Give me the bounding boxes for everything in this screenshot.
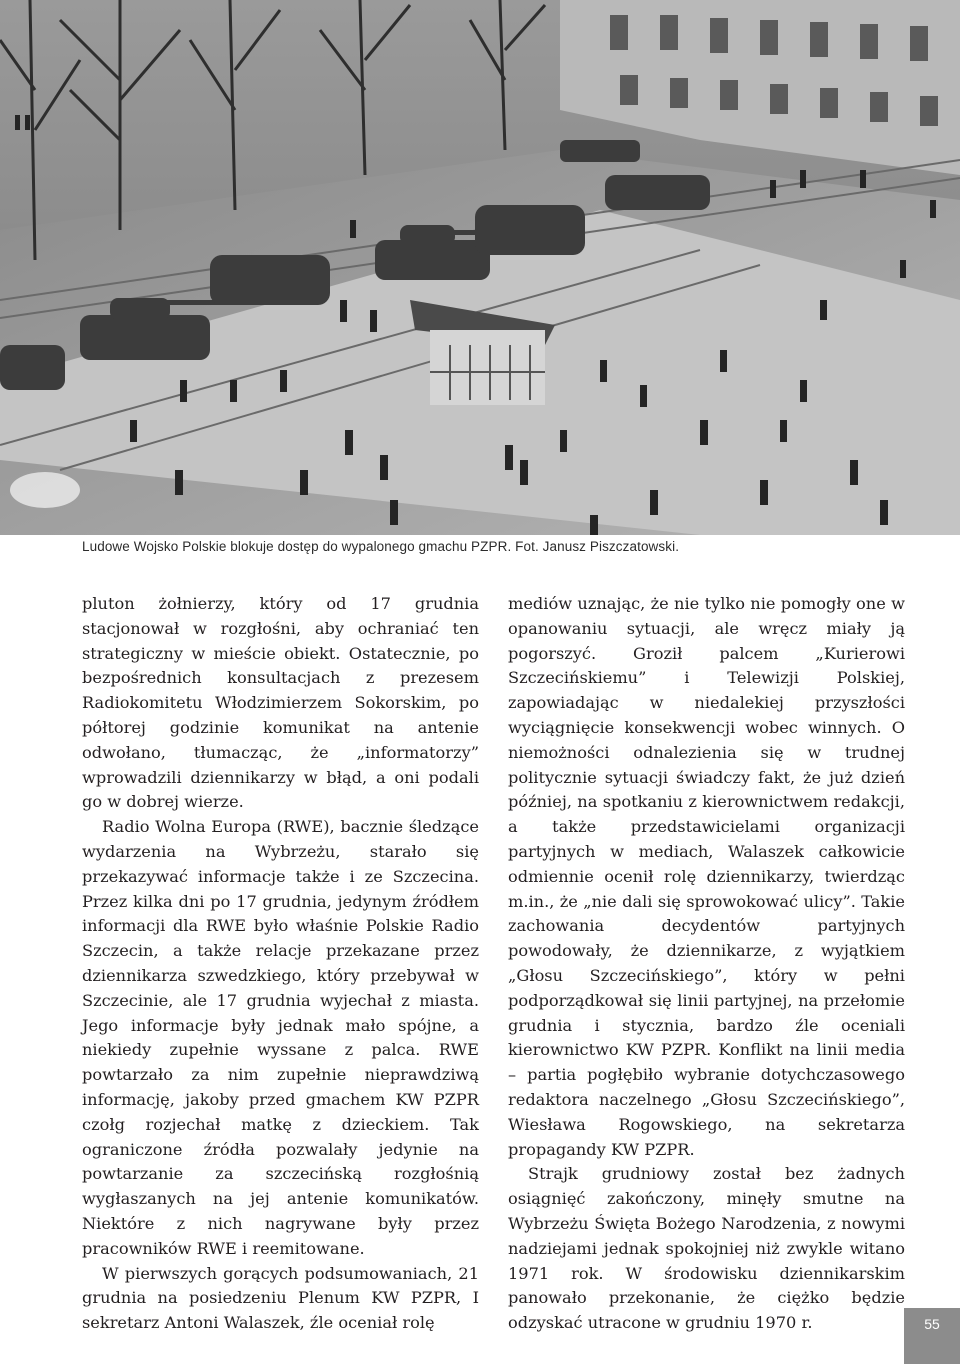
paragraph: W pierwszych gorących podsumowaniach, 21 grudnia na posiedzeniu Plenum KW PZPR, I sekretarz Antoni Walaszek, źle oceniał rolę <box>82 1263 479 1333</box>
paragraph: Strajk grudniowy został bez żadnych osiągnięć zakończony, minęły smutne na Wybrzeżu Święta Bożego Narodzenia, z nowymi nadziejami jednak spokojniej niż zwykle witano 1971 rok. W środowisku dziennikarskim panowało przekonanie, że ciężko będzie odzyskać utracone w grudniu 1970 r. <box>508 1164 905 1333</box>
page-number: 55 <box>904 1308 960 1364</box>
paragraph: Radio Wolna Europa (RWE), bacznie śledzące wydarzenia na Wybrzeżu, starało się przekazywać informacje także i ze Szczecina. Przez kilka dni po 17 grudnia, jedynym źródłem informacji dla RWE było właśnie Polskie Radio Szczecin, a także relacje przekazane przez dziennikarza szwedzkiego, który przebywał w Szczecinie, ale 17 grudnia wyjechał z miasta. Jego informacje były jednak mało spójne, a niekiedy zupełnie wyssane z palca. RWE powtarzało za nim zupełnie nieprawdziwą informację, jakoby przed gmachem KW PZPR czołg rozjechał matkę z dzieckiem. Tak ograniczone źródła pozwalały jedynie na powtarzanie za szczecińską rozgłośnią wygłaszanych na jej antenie komunikatów. Niektóre z nich nagrywane były przez pracowników RWE i reemitowane. <box>82 817 479 1258</box>
paragraph: pluton żołnierzy, który od 17 grudnia stacjonował w rozgłośni, aby ochraniać ten strategiczny w mieście obiekt. Ostatecznie, po bezpośrednich konsultacjach z prezesem Radiokomitetu Włodzimierzem Sokorskim, po półtorej godzinie komunikat na antenie odwołano, tłumacząc, że „informatorzy” wprowadzili dziennikarzy w błąd, a oni podali go w dobrej wierze. <box>82 594 479 812</box>
historical-photo <box>0 0 960 535</box>
text-column-left <box>82 592 479 1336</box>
photo-caption: Ludowe Wojsko Polskie blokuje dostęp do wypalonego gmachu PZPR. Fot. Janusz Piszczatowski. <box>82 539 680 554</box>
paragraph: mediów uznając, że nie tylko nie pomogły one w opanowaniu sytuacji, ale wręcz miały ją pogorszyć. Groził palcem „Kurierowi Szczecińskiemu” i Telewizji Polskiej, zapowiadając w niedalekiej przyszłości wyciągnięcie konsekwencji wobec winnych. O niemożności odnalezienia się w trudnej politycznie sytuacji świadczy fakt, że już dzień później, na spotkaniu z kierownictwem redakcji, a także przedstawicielami organizacji partyjnych w mediach, Walaszek całkowicie odmiennie ocenił rolę dziennikarzy, twierdząc m.in., że „nie dali się sprowokować ulicy”. Takie zachowania decydentów partyjnych powodowały, że dziennikarze, z wyjątkiem „Głosu Szczecińskiego”, który w pełni podporządkował się linii partyjnej, na przełomie grudnia i stycznia, bardzo źle oceniali kierownictwo KW PZPR. Konflikt na linii media – partia pogłębiło wybranie dotychczasowego redaktora naczelnego „Głosu Szczecińskiego”, Wiesława Rogowskiego, na sekretarza propagandy KW PZPR. <box>508 594 905 1159</box>
text-column-right <box>508 592 905 1336</box>
street-scene-illustration <box>0 0 960 535</box>
